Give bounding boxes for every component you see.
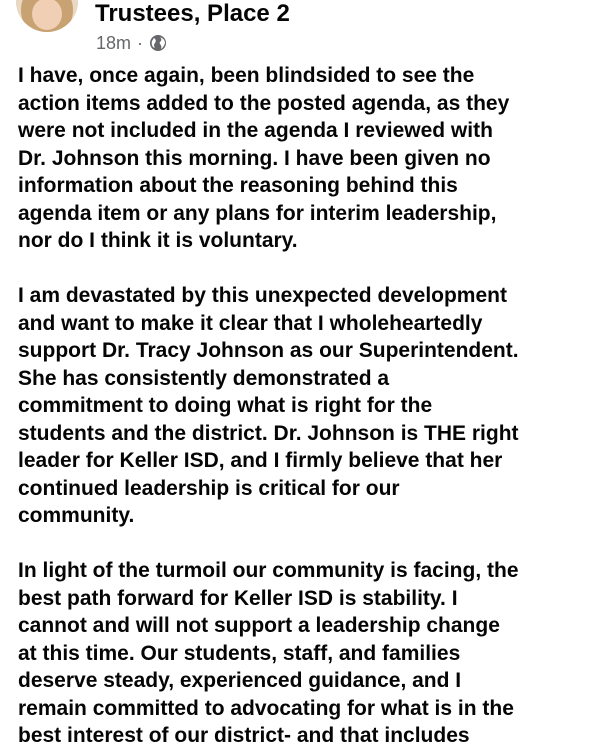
post-paragraph: In light of the turmoil our community is facing, the best path forward for Keller ISD is stability. I cannot and will not support a leadership change at this time. Our students, staff, and families deserve steady, experienced guidance, and I remain committed to advocating for what is in the best interest of our district- and that includes — [18, 559, 519, 747]
post-body — [18, 62, 593, 750]
avatar[interactable] — [16, 0, 78, 32]
post-paragraph: I have, once again, been blindsided to see the action items added to the posted agenda, as they were not included in the agenda I reviewed with Dr. Johnson this morning. I have been given no information about the reasoning behind this agenda item or any plans for interim leadership, nor do I think it is voluntary. — [18, 64, 510, 252]
post-timestamp[interactable]: 18m — [96, 32, 132, 53]
meta-separator: · — [137, 32, 144, 53]
author-name[interactable]: Trustees, Place 2 — [95, 0, 290, 27]
post-header — [0, 0, 600, 60]
globe-icon[interactable] — [149, 34, 167, 52]
post-meta — [96, 32, 167, 54]
post-paragraph: I am devastated by this unexpected development and want to make it clear that I wholeheartedly support Dr. Tracy Johnson as our Superintendent. She has consistently demonstrated a commitment to doing what is right for the students and the district. Dr. Johnson is THE right leader for Keller ISD, and I firmly believe that her continued leadership is critical for our community. — [18, 284, 519, 527]
